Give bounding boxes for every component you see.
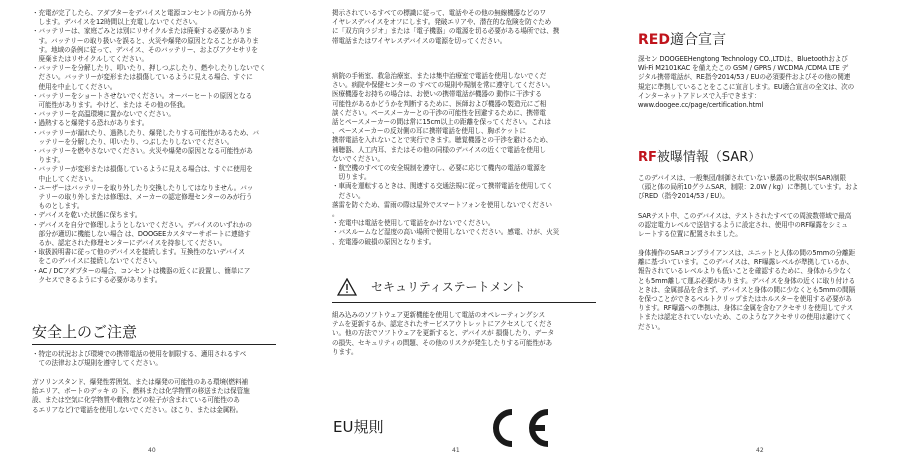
text-line: 医療機器をお持ちの場合は、お使いの携帯電話が機器の 動作に干渉する: [332, 90, 542, 99]
text-line: 使用を中止してください。: [32, 82, 117, 91]
text-line: ・充電が完了したら、アダプターをデバイスと電源コンセントの両方から外: [32, 9, 252, 17]
page-41-blasting-text: [332, 9, 604, 46]
text-line: ないでください。: [332, 154, 384, 163]
text-line: 身体操作のSARコンプライアンスは、ユニットと人体の間の5mmの分離距: [638, 249, 856, 257]
text-line: 離に基づいています。このデバイスは、RF曝露レベルが準拠しているか、: [638, 258, 853, 267]
text-line: びRED（指令2014/53 / EU）。: [638, 192, 729, 201]
text-line: 、充電器の破損の原因となります。: [332, 237, 436, 246]
text-line: ・充電中は電話を使用して電話をかけないでください。: [332, 219, 495, 228]
text-line: 切ります。: [332, 173, 371, 182]
text-line: テリーの取り外しまたは修理は、メーカーの認定修理センターのみが行う: [32, 193, 253, 202]
gas-station-text: [32, 378, 304, 415]
text-line: を保つことができるベルトクリップまたはホルスターを使用する必要があ: [638, 295, 852, 304]
text-line: の認定電力レベルで送信するように設定され、使用中のRF曝露をシミュ: [638, 221, 848, 230]
warning-triangle-icon: [337, 278, 357, 296]
text-line: ださい。バッテリーが変形または損傷しているように見える場合、すぐに: [32, 73, 253, 82]
security-text: [332, 311, 604, 357]
text-line: 中止してください。: [32, 174, 97, 183]
text-line: ・バッテリーを高温環境に置かないでください。: [32, 110, 175, 119]
text-line: 掲示されているすべての標識に従って、電話やその他の無線機器などのワ: [332, 9, 547, 17]
text-line: 、ペースメーカーの反対側の耳に携帯電話を使用し、胸ポケットに: [332, 127, 527, 136]
text-line: 帯電話またはワイヤレスデバイスの電源を切ってください。: [332, 36, 507, 45]
text-line: ものとします。: [32, 202, 84, 211]
sar-body-text: [638, 249, 910, 332]
page-41-bullets-text: [332, 164, 604, 247]
text-line: Wi-Fi M2101KAC を備えたこの GSM / GPRS / WCDMA /CDMA LTE デ: [638, 64, 849, 73]
text-line: 談ください。ペースメーカーとの干渉の可能性を回避するために、携帯電: [332, 108, 546, 117]
text-line: インターネットアドレスで入手できます：: [638, 91, 761, 100]
text-line: します。デバイスを12時間以上充電しないでください。: [32, 18, 202, 27]
sar-heading-suffix: 被曝情報（SAR）: [656, 150, 762, 165]
text-line: ・バッテリーを分解したり、叩いたり、押しつぶしたり、燃やしたりしないでく: [32, 64, 266, 73]
text-line: い。他の方法でソフトウェアを更新すると、デバイスが 損傷したり、データ: [332, 329, 555, 338]
text-line: 。: [332, 210, 339, 219]
text-line: 病院の手術室、救急治療室、または集中治療室で電話を使用しないでくだ: [332, 72, 547, 80]
text-line: ときは、金属部品を含まず、デバイスと身体の間に少なくとも5mmの間隔: [638, 285, 856, 294]
text-line: ・車両を運転するときは、関連する交通法規に従って携帯電話を使用してく: [332, 182, 553, 191]
text-line: す。地域の条例に従って、デバイス、そのバッテリー、およびアクセサリを: [32, 45, 258, 54]
red-heading-suffix: 適合宣言: [669, 32, 726, 48]
text-line: トまたは認定されていないため、このようなアクセサリの使用は避けてく: [638, 313, 852, 322]
text-line: 深セン DOOGEEHengtong Technology CO.,LTDは、Bluetoothおよび: [638, 55, 848, 63]
text-line: テムを更新するか、認定されたサービスアウトレットにアクセスしてくださ: [332, 320, 553, 329]
page-41: [305, 0, 610, 467]
text-line: さい。病院や保健センターの すべての規則や規制を常に遵守してください。: [332, 81, 555, 90]
text-line: ・バッテリーを燃やさないでください。火災や爆発の原因となる可能性があ: [32, 147, 253, 156]
text-line: ・バッテリーは、家庭ごみとは別にリサイクルまたは廃棄する必要がありま: [32, 27, 252, 36]
text-line: ります。RF曝露への準拠は、身体に金属を含むアクセサリを使用してテス: [638, 304, 853, 313]
text-line: るエリアなど)で電話を使用しないでください。ほこり、または金属粉。: [32, 405, 243, 414]
text-line: ・特定の状況および環境での携帯電話の使用を制限する、適用されるすべ: [32, 350, 247, 358]
text-line: 設、または空気に化学物質や穀物などの粒子が含まれている可能性のあ: [32, 396, 240, 405]
text-line: レートする位置に配置されました。: [638, 230, 742, 239]
text-line: ・バッテリーをショートさせないでください。オーバーヒートの原因となる: [32, 91, 253, 100]
page-number: 41: [452, 447, 460, 454]
text-line: （頭と体の局所10グラムSAR、制限：2.0W / kg）に準拠しています。およ: [638, 183, 859, 192]
text-line: ・航空機のすべての安全規制を遵守し、必要に応じて機内の電話の電源を: [332, 164, 547, 172]
page-42: [610, 0, 914, 467]
text-line: 可能性があるかどうかを判断するために、医師および機器の製造元にご相: [332, 99, 547, 108]
text-line: ります。: [332, 347, 358, 356]
text-line: ださい。: [332, 191, 365, 200]
security-heading: セキュリティステートメント: [371, 280, 526, 294]
text-line: 廃棄またはリサイクルしてください。: [32, 55, 148, 64]
text-line: ・バッテリーが変形または損傷しているように見える場合は、すぐに使用を: [32, 165, 253, 174]
page-41-hospital-text: [332, 72, 604, 164]
text-line: ッテリーを分解したり、叩いたり、つぶしたりしないでください。: [32, 137, 234, 146]
text-line: ガソリンスタンド、爆発性雰囲気、または爆発の可能性のある環境(燃料補: [32, 378, 248, 386]
text-line: 落雷を防ぐため、雷雨の際は屋外でスマートフォンを使用しないでください: [332, 200, 552, 209]
text-line: 携帯電話を入れないことで実行できます。聴覚機器との干渉を避けるため、: [332, 136, 552, 145]
text-line: ・過熱すると爆発する恐れがあります。: [32, 119, 149, 128]
sar-limit-text: [638, 174, 910, 202]
text-line: ・デバイスを乾いた状態に保ちます。: [32, 211, 142, 220]
page-40: [0, 0, 305, 467]
red-declaration-text: [638, 55, 910, 110]
text-line: 組み込みのソフトウェア更新機能を使用して電話のオペレーティングシス: [332, 311, 546, 319]
text-line: ・AC / DCアダプターの場合、コンセントは機器の近くに設置し、簡単にア: [32, 266, 251, 275]
text-line: 部分が適切に機能しない場合 は、DOOGEEカスタマーサポートに連絡す: [32, 229, 251, 238]
text-line: ・バッテリーが漏れたり、過熱したり、爆発したりする可能性があるため、バ: [32, 128, 260, 137]
safety-heading-rule: [32, 344, 276, 345]
text-line: とも5mm離して運ぶ必要があります。デバイスを身体の近くに取り付ける: [638, 276, 856, 285]
text-line: 話とペースメーカーの間は常に15cm以上の距離を保ってください。これは: [332, 118, 551, 127]
page-number: 40: [148, 447, 156, 454]
text-line: イヤレスデバイスをオフにします。発破エリアや、潜在的な危険を防ぐため: [332, 18, 552, 27]
text-line: クセスできるようにする必要があります。: [32, 275, 162, 284]
text-line: SARテスト中、このデバイスは、テストされたすべての周波数帯域で最高: [638, 212, 852, 220]
ce-mark-icon: [482, 408, 554, 448]
sar-heading-prefix: RF: [638, 150, 657, 165]
red-declaration-heading: [638, 31, 726, 49]
text-line: 報告されているレベルよりも低いことを確認するために、身体から少なく: [638, 267, 853, 276]
sar-test-text: [638, 212, 910, 240]
page-40-battery-text: [32, 9, 304, 285]
page-number: 42: [756, 447, 764, 454]
text-line: ての法律および規則を遵守してください。: [32, 359, 162, 368]
text-line: ださい。: [638, 322, 664, 331]
text-line: www.doogee.cc/page/certification.html: [638, 101, 764, 110]
text-line: ・バスルームなど湿度の高い場所で使用しないでください。感電、けが、火災: [332, 228, 560, 237]
text-line: 規定に準拠していることをここに宣言します。EU適合宣言の全文は、次の: [638, 82, 855, 91]
text-line: このデバイスは、一般集団/制御されていない暴露の比吸収率(SAR)制限: [638, 174, 847, 182]
text-line: す。バッテリーの取り扱いを誤ると、火災や爆発の原因となることがありま: [32, 36, 259, 45]
text-line: の損失、セキュリティの問題、その他のリスクが発生したりする可能性があ: [332, 338, 552, 347]
safety-heading: 安全上のご注意: [32, 323, 138, 341]
text-line: 補聴器、人工内耳、またはその他の同様のデバイスの近くで電話を使用し: [332, 145, 546, 154]
red-heading-prefix: RED: [638, 32, 670, 48]
safety-intro-text: [32, 350, 304, 368]
text-line: に「双方向ラジオ」または「電子機器」の電源を切る必要がある場所では、携: [332, 27, 560, 36]
security-heading-rule: [332, 302, 596, 303]
text-line: ジタル携帯電話が、RE指令2014/53 / EUの必須要件およびその他の関連: [638, 73, 851, 82]
text-line: ります。: [32, 156, 64, 165]
text-line: 可能性があります。やけど、または その他の怪我。: [32, 101, 190, 110]
text-line: ・ユーザーはバッテリーを取り外したり交換したりしてはなりません。バッ: [32, 183, 254, 192]
sar-heading: [638, 150, 761, 166]
text-line: 給エリア、ボートのデッキ の 下、燃料または化学物質の移送または保管施: [32, 387, 250, 396]
text-line: をこのデバイスに接続しないでください。: [32, 257, 162, 266]
text-line: ・デバイスを自分で修理しようとしないでください。デバイスのいずれかの: [32, 220, 252, 229]
eu-heading: EU規則: [333, 418, 384, 436]
text-line: ・取扱説明書に従って他のデバイスを接続します。互換性のないデバイス: [32, 248, 245, 257]
text-line: るか、認定された修理センターにデバイスを持参してください。: [32, 239, 227, 248]
